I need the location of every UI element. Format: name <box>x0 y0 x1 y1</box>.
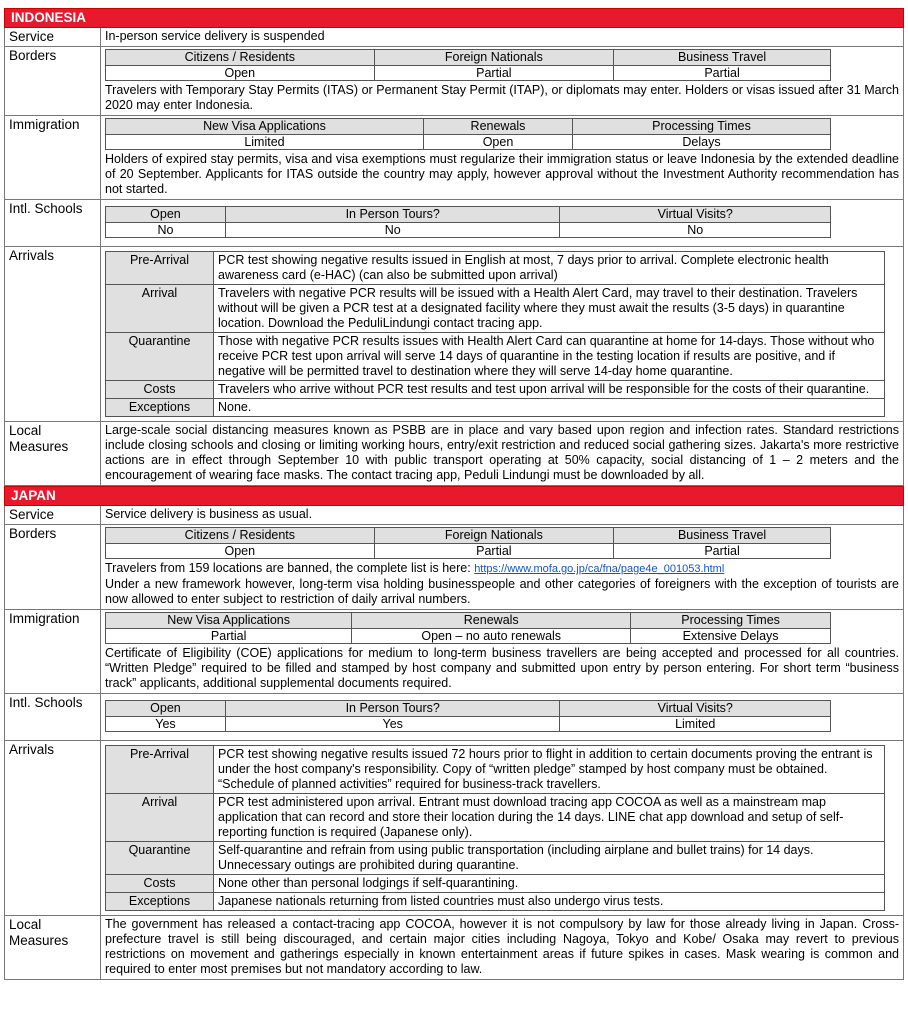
schools-row <box>4 694 904 741</box>
status-cell: Open – no auto renewals <box>352 629 631 644</box>
arrival-stage-text: Travelers with negative PCR results will be issued with a Health Alert Card, may travel to their destination. Travelers without will be given a PCR test at a designated facility where they must await the results (3-5 days) in quarantine location. Download the PeduliLindungi contact tracing app. <box>214 285 885 333</box>
immigration-note: Certificate of Eligibility (COE) applications for medium to long-term business travellers are being accepted and processed for all countries. “Written Pledge” required to be filled and stamped by host company and submitted upon entry by person entering. For short term “business track” applicants, additional supplemental documents required. <box>105 646 899 690</box>
arrivals-content <box>101 247 903 421</box>
status-cell: No <box>106 223 226 238</box>
mofa-link[interactable]: https://www.mofa.go.jp/ca/fna/page4e_001053.html <box>474 563 725 575</box>
column-header: Citizens / Residents <box>106 50 375 66</box>
column-header: In Person Tours? <box>225 207 560 223</box>
immigration-table <box>105 118 831 150</box>
schools-row <box>4 200 904 247</box>
column-header: Business Travel <box>614 528 831 544</box>
column-header: Renewals <box>352 613 631 629</box>
borders-content <box>101 47 903 115</box>
column-header: Processing Times <box>631 613 831 629</box>
immigration-table <box>105 612 831 644</box>
status-cell: Open <box>106 66 375 81</box>
row-label: Service <box>5 28 101 46</box>
local-measures-row <box>4 916 904 980</box>
borders-row <box>4 47 904 116</box>
arrival-stage-text: Japanese nationals returning from listed countries must also undergo virus tests. <box>214 893 885 911</box>
column-header: Open <box>106 207 226 223</box>
status-cell: Partial <box>106 629 352 644</box>
status-cell: No <box>560 223 831 238</box>
immigration-row <box>4 610 904 694</box>
table-row <box>106 285 885 333</box>
column-header: Citizens / Residents <box>106 528 375 544</box>
immigration-row <box>4 116 904 200</box>
borders-note: Travelers with Temporary Stay Permits (ITAS) or Permanent Stay Permit (ITAP), or diplomats may enter. Holders or visas issued after 31 March 2020 may enter Indonesia. <box>105 83 899 112</box>
borders-table <box>105 49 831 81</box>
arrivals-content <box>101 741 903 915</box>
row-label: Intl. Schools <box>5 200 101 246</box>
column-header: Foreign Nationals <box>374 528 614 544</box>
row-label: Arrivals <box>5 741 101 915</box>
service-text: In-person service delivery is suspended <box>105 29 325 43</box>
status-cell: No <box>225 223 560 238</box>
schools-content <box>101 694 903 740</box>
travel-restrictions-sheet <box>4 0 904 980</box>
service-row <box>4 28 904 47</box>
row-label: Immigration <box>5 116 101 199</box>
table-row <box>106 746 885 794</box>
status-cell: Limited <box>106 135 424 150</box>
arrival-stage-text: Travelers who arrive without PCR test results and test upon arrival will be responsible for the costs of their quarantine. <box>214 381 885 399</box>
arrival-stage-label: Costs <box>106 381 214 399</box>
arrival-stage-label: Exceptions <box>106 399 214 417</box>
arrival-stage-label: Quarantine <box>106 842 214 875</box>
borders-note: Under a new framework however, long-term visa holding businesspeople and other categories of foreigners with the exception of tourists are now allowed to enter subject to restriction of daily arrival numbers. <box>105 577 899 606</box>
table-row <box>106 893 885 911</box>
table-row <box>106 381 885 399</box>
status-cell: Partial <box>614 544 831 559</box>
arrival-stage-text: PCR test showing negative results issued 72 hours prior to flight in addition to certain documents proving the entrant is under the host company's responsibility. Copy of “written pledge” stamped by host company must be obtained. “Schedule of planned activities” required for business-track travellers. <box>214 746 885 794</box>
row-label: Borders <box>5 47 101 115</box>
arrival-stage-label: Costs <box>106 875 214 893</box>
status-cell: Partial <box>374 66 614 81</box>
country-header: JAPAN <box>4 486 904 506</box>
column-header: Processing Times <box>573 119 831 135</box>
column-header: Foreign Nationals <box>374 50 614 66</box>
arrival-stage-text: None other than personal lodgings if self-quarantining. <box>214 875 885 893</box>
arrival-stage-label: Arrival <box>106 794 214 842</box>
banned-locations-text: Travelers from 159 locations are banned, the complete list is here: <box>105 561 471 575</box>
status-cell: Open <box>106 544 375 559</box>
table-row <box>106 252 885 285</box>
status-cell: Partial <box>374 544 614 559</box>
immigration-content <box>101 610 903 693</box>
row-label: Local Measures <box>5 916 101 979</box>
status-cell: Limited <box>560 717 831 732</box>
column-header: Virtual Visits? <box>560 207 831 223</box>
schools-table <box>105 700 831 732</box>
table-row <box>106 875 885 893</box>
table-row <box>106 794 885 842</box>
arrival-stage-label: Arrival <box>106 285 214 333</box>
column-header: New Visa Applications <box>106 119 424 135</box>
country-section-indonesia <box>4 8 904 486</box>
table-row <box>106 399 885 417</box>
column-header: In Person Tours? <box>225 701 560 717</box>
row-label: Service <box>5 506 101 524</box>
country-section-japan <box>4 486 904 980</box>
column-header: Business Travel <box>614 50 831 66</box>
status-cell: Extensive Delays <box>631 629 831 644</box>
status-cell: Partial <box>614 66 831 81</box>
arrivals-table <box>105 745 885 911</box>
service-row <box>4 506 904 525</box>
arrival-stage-text: PCR test administered upon arrival. Entrant must download tracing app COCOA as well as a mainstream map application that can record and store their location during the 14 days. LINE chat app download and setup of self-reporting function is required (Japanese only). <box>214 794 885 842</box>
column-header: Renewals <box>423 119 572 135</box>
borders-note <box>105 561 899 577</box>
arrival-stage-text: None. <box>214 399 885 417</box>
arrivals-row <box>4 741 904 916</box>
borders-row <box>4 525 904 610</box>
arrival-stage-label: Exceptions <box>106 893 214 911</box>
column-header: New Visa Applications <box>106 613 352 629</box>
row-label: Arrivals <box>5 247 101 421</box>
table-row <box>106 842 885 875</box>
schools-table <box>105 206 831 238</box>
arrival-stage-label: Pre-Arrival <box>106 746 214 794</box>
table-row <box>106 333 885 381</box>
borders-table <box>105 527 831 559</box>
local-measures-row <box>4 422 904 486</box>
status-cell: Delays <box>573 135 831 150</box>
row-label: Borders <box>5 525 101 609</box>
borders-content <box>101 525 903 609</box>
column-header: Virtual Visits? <box>560 701 831 717</box>
arrivals-table <box>105 251 885 417</box>
row-label: Intl. Schools <box>5 694 101 740</box>
immigration-note: Holders of expired stay permits, visa and visa exemptions must regularize their immigration status or leave Indonesia by the extended deadline of 20 September. Applicants for ITAS outside the country may apply, however approval without the Investment Authority recommendation has not started. <box>105 152 899 196</box>
country-header: INDONESIA <box>4 8 904 28</box>
service-text: Service delivery is business as usual. <box>105 507 313 521</box>
row-label: Immigration <box>5 610 101 693</box>
arrival-stage-text: Those with negative PCR results issues with Health Alert Card can quarantine at home for 14-days. Those without who receive PCR test upon arrival will serve 14 days of quarantine in the testing location if results are positive, and if negative will be permitted travel to destination where they will serve 14-day home quarantine. <box>214 333 885 381</box>
column-header: Open <box>106 701 226 717</box>
arrival-stage-text: PCR test showing negative results issued in English at most, 7 days prior to arrival. Complete electronic health awareness card (e-HAC) (can also be submitted upon arrival) <box>214 252 885 285</box>
arrival-stage-label: Quarantine <box>106 333 214 381</box>
arrivals-row <box>4 247 904 422</box>
status-cell: Yes <box>106 717 226 732</box>
arrival-stage-label: Pre-Arrival <box>106 252 214 285</box>
local-measures-text: The government has released a contact-tracing app COCOA, however it is not compulsory by law for those already living in Japan. Cross-prefecture travel is still being discouraged, and certain major cities including Nagoya, Tokyo and Kobe/ Osaka may revert to previous restrictions on movement and gatherings especially in known entertainment areas if future spikes in cases. Mask wearing is common and required to enter most premises but not mandatory according to law. <box>105 917 899 976</box>
arrival-stage-text: Self-quarantine and refrain from using public transportation (including airplane and bullet trains) for 14 days. Unnecessary outings are prohibited during quarantine. <box>214 842 885 875</box>
schools-content <box>101 200 903 246</box>
row-label: Local Measures <box>5 422 101 485</box>
immigration-content <box>101 116 903 199</box>
status-cell: Yes <box>225 717 560 732</box>
local-measures-text: Large-scale social distancing measures known as PSBB are in place and vary based upon region and infection rates. Standard restrictions include closing schools and closing or limiting working hours, entry/exit restriction and reduced social gathering sizes. Jakarta's more restrictive actions are in effect through September 10 with public transport operating at 50% capacity, social distancing of 1 – 2 meters and the encouragement of wearing face masks. The contact tracing app, Peduli Lindungi must be downloaded by all. <box>105 423 899 482</box>
status-cell: Open <box>423 135 572 150</box>
